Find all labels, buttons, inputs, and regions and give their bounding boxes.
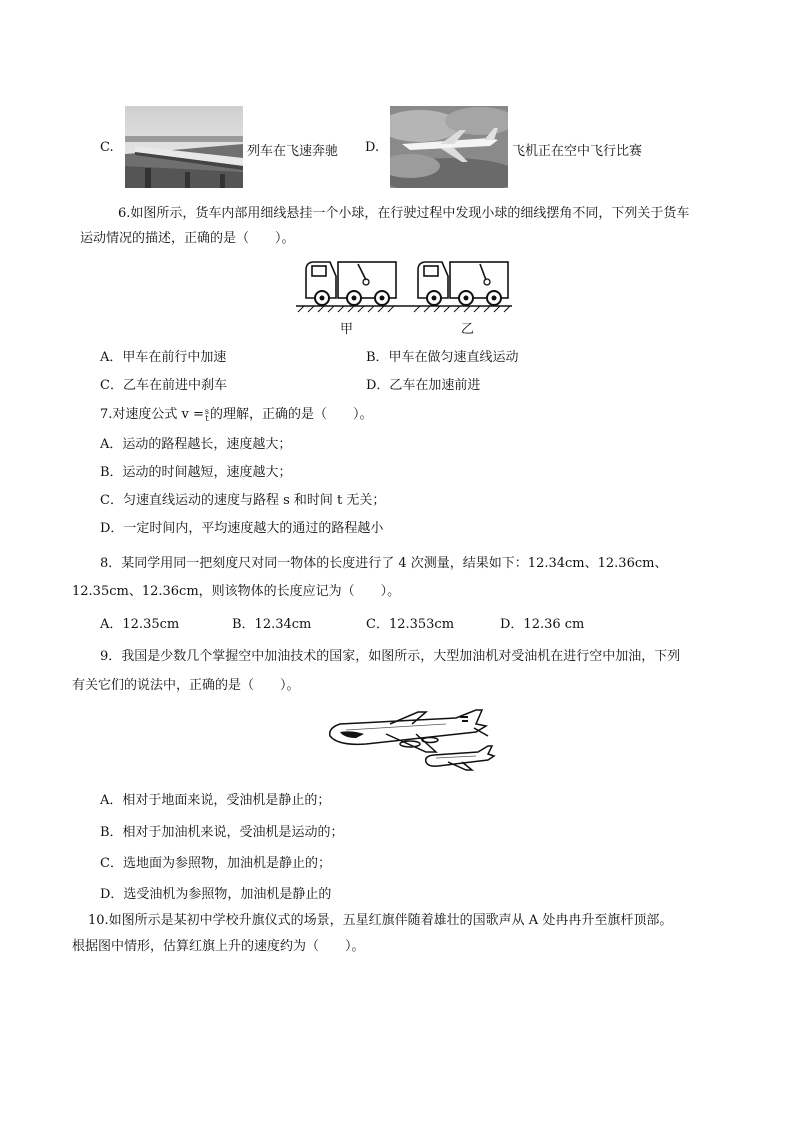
q7-stem-suffix: 的理解，正确的是（ ）。 [210,407,373,422]
refueling-aircraft-figure [326,706,498,776]
q9-stem-line2: 有关它们的说法中，正确的是（ ）。 [72,678,300,693]
option-d-letter: D. [365,140,380,155]
q9-stem-line1: 9．我国是少数几个掌握空中加油技术的国家，如图所示，大型加油机对受油机在进行空中加油，下列 [100,649,681,664]
q8-option-d: D．12.36 cm [500,617,585,632]
q6-stem-line2: 运动情况的描述，正确的是（ ）。 [80,231,295,246]
label-jia: 甲 [340,322,354,337]
option-c-text: 列车在飞速奔驰 [247,144,339,159]
speed-fraction [205,408,209,422]
q8-option-a: A．12.35cm [100,617,180,632]
q7-option-c: C．匀速直线运动的速度与路程 s 和时间 t 无关； [100,493,386,508]
q9-option-b: B．相对于加油机来说，受油机是运动的； [100,825,344,840]
q10-stem-line1: 10.如图所示是某初中学校升旗仪式的场景，五星红旗伴随着雄壮的国歌声从 A 处冉冉升至旗杆顶部。 [88,913,673,928]
q6-stem-line1: 6.如图所示，货车内部用细线悬挂一个小球，在行驶过程中发现小球的细线摆角不同，下列关于货车 [118,206,690,221]
q10-stem-line2: 根据图中情形，估算红旗上升的速度约为（ ）。 [72,939,365,954]
label-yi: 乙 [461,322,475,337]
q6-option-c: C．乙车在前进中刹车 [100,378,227,393]
q9-option-c: C．选地面为参照物，加油机是静止的； [100,856,331,871]
q8-option-b: B．12.34cm [232,617,312,632]
fraction-numerator: s [204,406,210,416]
airplane-photo [390,106,508,188]
q7-option-d: D．一定时间内，平均速度越大的通过的路程越小 [100,521,384,536]
q8-stem-line2: 12.35cm、12.36cm，则该物体的长度应记为（ ）。 [72,584,401,599]
truck-figure [296,252,512,314]
q9-option-a: A．相对于地面来说，受油机是静止的； [100,793,331,808]
q9-option-d: D．选受油机为参照物，加油机是静止的 [100,887,332,902]
q7-option-b: B．运动的时间越短，速度越大； [100,465,292,480]
q7-stem-prefix: 7.对速度公式 v = [100,407,204,422]
q6-option-d: D．乙车在加速前进 [366,378,481,393]
q8-option-c: C．12.353cm [366,617,455,632]
q6-option-b: B．甲车在做匀速直线运动 [366,350,519,365]
train-photo [125,106,243,188]
q7-stem [100,403,373,422]
fraction-denominator: t [205,413,209,423]
q6-option-a: A．甲车在前行中加速 [100,350,227,365]
q8-stem-line1: 8．某同学用同一把刻度尺对同一物体的长度进行了 4 次测量，结果如下：12.34cm、12.36cm、 [100,556,668,571]
q7-option-a: A．运动的路程越长，速度越大； [100,437,292,452]
option-c-letter: C. [100,140,114,155]
option-d-text: 飞机正在空中飞行比赛 [512,144,643,159]
